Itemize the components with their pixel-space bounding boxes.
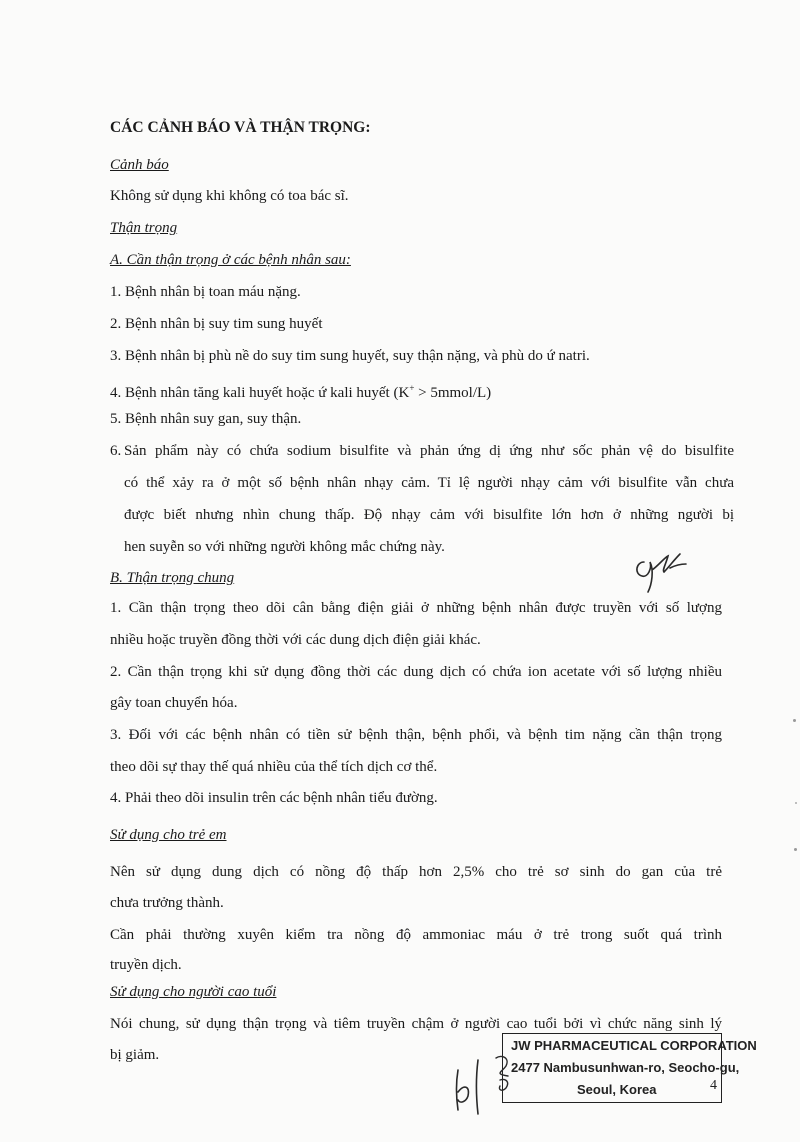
precautions-title: Thận trọng — [110, 220, 178, 236]
stamp-city-line: Seoul, Korea — [577, 1082, 657, 1097]
section-a-item-6-line-1: Sản phẩm này có chứa sodium bisulfite và phản ứng dị ứng như sốc phản vệ do bisulfite — [124, 443, 734, 459]
item-4-tail: > 5mmol/L) — [414, 385, 492, 401]
page-number: 4 — [710, 1078, 717, 1093]
stamp-company-name: JW PHARMACEUTICAL CORPORATION — [511, 1038, 757, 1053]
pediatric-line-3: Cần phải thường xuyên kiểm tra nồng độ ammoniac máu ở trẻ trong suốt quá trình — [110, 927, 722, 943]
section-heading: CÁC CẢNH BÁO VÀ THẬN TRỌNG: — [110, 119, 371, 136]
section-b-item-4: 4. Phải theo dõi insulin trên các bệnh nhân tiểu đường. — [110, 790, 438, 806]
section-a-item-6-line-3: được biết nhưng nhìn chung thấp. Độ nhạy cảm với bisulfite lớn hơn ở những người bị — [124, 507, 734, 523]
section-b-item-3-line-1: 3. Đối với các bệnh nhân có tiền sử bệnh thận, bệnh phổi, và bệnh tim nặng cần thận trọng — [110, 727, 722, 743]
scan-speck — [794, 848, 797, 851]
item-4-text: 4. Bệnh nhân tăng kali huyết hoặc ứ kali huyết (K — [110, 385, 410, 401]
section-b-item-1-line-2: nhiều hoặc truyền đồng thời với các dung dịch điện giải khác. — [110, 632, 481, 648]
section-a-item-6-line-4: hen suyễn so với những người không mắc chứng này. — [124, 539, 445, 555]
section-a-item-3: 3. Bệnh nhân bị phù nề do suy tim sung huyết, suy thận nặng, và phù do ứ natri. — [110, 348, 590, 364]
section-b-title: B. Thận trọng chung — [110, 570, 235, 586]
pediatric-title: Sử dụng cho trẻ em — [110, 827, 227, 843]
stamp-address-line: 2477 Nambusunhwan-ro, Seocho-gu, — [511, 1060, 740, 1075]
scan-speck — [795, 802, 797, 804]
section-a-title: A. Cần thận trọng ở các bệnh nhân sau: — [110, 252, 351, 268]
elderly-line-2: bị giảm. — [110, 1047, 160, 1063]
section-b-item-2-line-2: gây toan chuyển hóa. — [110, 695, 238, 711]
handwritten-initials — [448, 1052, 538, 1118]
section-b-item-1-line-1: 1. Cần thận trọng theo dõi cân bằng điện giải ở những bệnh nhân được truyền với số lượng — [110, 600, 722, 616]
section-a-item-1: 1. Bệnh nhân bị toan máu nặng. — [110, 284, 301, 300]
section-a-item-2: 2. Bệnh nhân bị suy tim sung huyết — [110, 316, 323, 332]
section-a-item-6-number: 6. — [110, 443, 122, 459]
warning-title: Cảnh báo — [110, 157, 169, 173]
elderly-line-1: Nói chung, sử dụng thận trọng và tiêm truyền chậm ở người cao tuổi bởi vì chức năng sinh lý — [110, 1016, 722, 1032]
pediatric-line-4: truyền dịch. — [110, 957, 182, 973]
section-b-item-3-line-2: theo dõi sự thay thế quá nhiều của thể tích dịch cơ thể. — [110, 759, 438, 775]
warning-text: Không sử dụng khi không có toa bác sĩ. — [110, 188, 349, 204]
elderly-title: Sử dụng cho người cao tuổi — [110, 984, 277, 1000]
pediatric-line-2: chưa trưởng thành. — [110, 895, 224, 911]
section-a-item-4 — [110, 378, 491, 403]
pediatric-line-1: Nên sử dụng dung dịch có nồng độ thấp hơn 2,5% cho trẻ sơ sinh do gan của trẻ — [110, 864, 722, 880]
scan-speck — [793, 719, 796, 722]
section-a-item-5: 5. Bệnh nhân suy gan, suy thận. — [110, 411, 302, 427]
section-b-item-2-line-1: 2. Cần thận trọng khi sử dụng đồng thời các dung dịch có chứa ion acetate với số lượng nhiều — [110, 664, 722, 680]
item-4-superscript: + — [409, 383, 415, 393]
handwritten-signature — [630, 548, 690, 594]
section-a-item-6-line-2: có thể xảy ra ở một số bệnh nhân nhạy cảm. Tỉ lệ người nhạy cảm với bisulfite vẫn chưa — [124, 475, 734, 491]
